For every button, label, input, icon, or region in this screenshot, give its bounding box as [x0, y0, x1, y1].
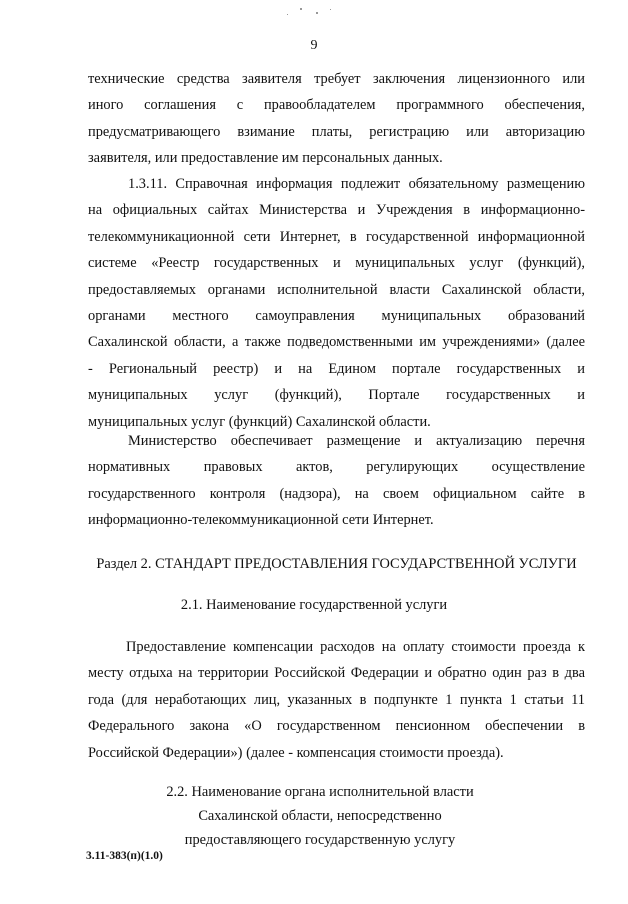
text-line: Федерального закона «О государственном пенсионном обеспечении в [88, 718, 585, 735]
document-code: 3.11-383(п)(1.0) [86, 850, 163, 862]
text-line: муниципальных услуг (функций), Портале государственных и [88, 387, 585, 404]
subheading-2-2 [70, 780, 570, 852]
text-line: государственного контроля (надзора), на своем официальном сайте в [88, 485, 585, 502]
text-line: года (для неработающих лиц, указанных в подпункте 1 пункта 1 статьи 11 [88, 691, 585, 708]
text-line: предоставляемых органами исполнительной власти Сахалинской области, [88, 281, 585, 298]
text-line: Российской Федерации») (далее - компенсация стоимости проезда). [88, 744, 504, 761]
section-heading: Раздел 2. СТАНДАРТ ПРЕДОСТАВЛЕНИЯ ГОСУДАРСТВЕННОЙ УСЛУГИ [96, 556, 577, 572]
text-line: системе «Реестр государственных и муниципальных услуг (функций), [88, 255, 585, 272]
text-line: органами местного самоуправления муниципальных образований [88, 307, 585, 324]
text-line: информационно-телекоммуникационной сети Интернет. [88, 512, 434, 529]
scan-speck [300, 8, 302, 10]
scan-speck [330, 9, 331, 10]
paragraph-service-name [88, 634, 585, 766]
text-line: заявителя, или предоставление им персональных данных. [88, 150, 443, 167]
heading-line: Сахалинской области, непосредственно [198, 808, 442, 824]
text-line: технические средства заявителя требует заключения лицензионного или [88, 71, 585, 87]
text-line: предусматривающего взимание платы, регистрацию или авторизацию [88, 123, 585, 140]
heading-line: предоставляющего государственную услугу [184, 832, 456, 848]
subheading-2-1: 2.1. Наименование государственной услуги [180, 597, 448, 613]
text-line: Предоставление компенсации расходов на оплату стоимости проезда к [126, 639, 585, 655]
text-line: иного соглашения с правообладателем программного обеспечения, [88, 97, 585, 114]
text-line: муниципальных услуг (функций) Сахалинской области. [88, 413, 431, 430]
scan-speck [287, 14, 288, 15]
scan-speck [316, 12, 318, 14]
heading-line: 2.2. Наименование органа исполнительной власти [166, 784, 474, 800]
text-line: месту отдыха на территории Российской Федерации и обратно один раз в два [88, 665, 585, 682]
text-line: - Региональный реестр) и на Едином портале государственных и [88, 360, 585, 377]
text-line: Сахалинской области, а также подведомственными им учреждениями» (далее [88, 334, 585, 351]
text-line: телекоммуникационной сети Интернет, в государственной информационной [88, 228, 585, 245]
paragraph-ministry [88, 428, 585, 534]
paragraph-1 [88, 66, 585, 172]
paragraph-1-3-11 [88, 171, 585, 435]
text-line: Министерство обеспечивает размещение и актуализацию перечня [128, 433, 585, 449]
page-number: 9 [310, 38, 318, 53]
text-line: нормативных правовых актов, регулирующих осуществление [88, 459, 585, 476]
text-line: 1.3.11. Справочная информация подлежит обязательному размещению [128, 176, 585, 192]
text-line: на официальных сайтах Министерства и Учреждения в информационно- [88, 202, 585, 219]
